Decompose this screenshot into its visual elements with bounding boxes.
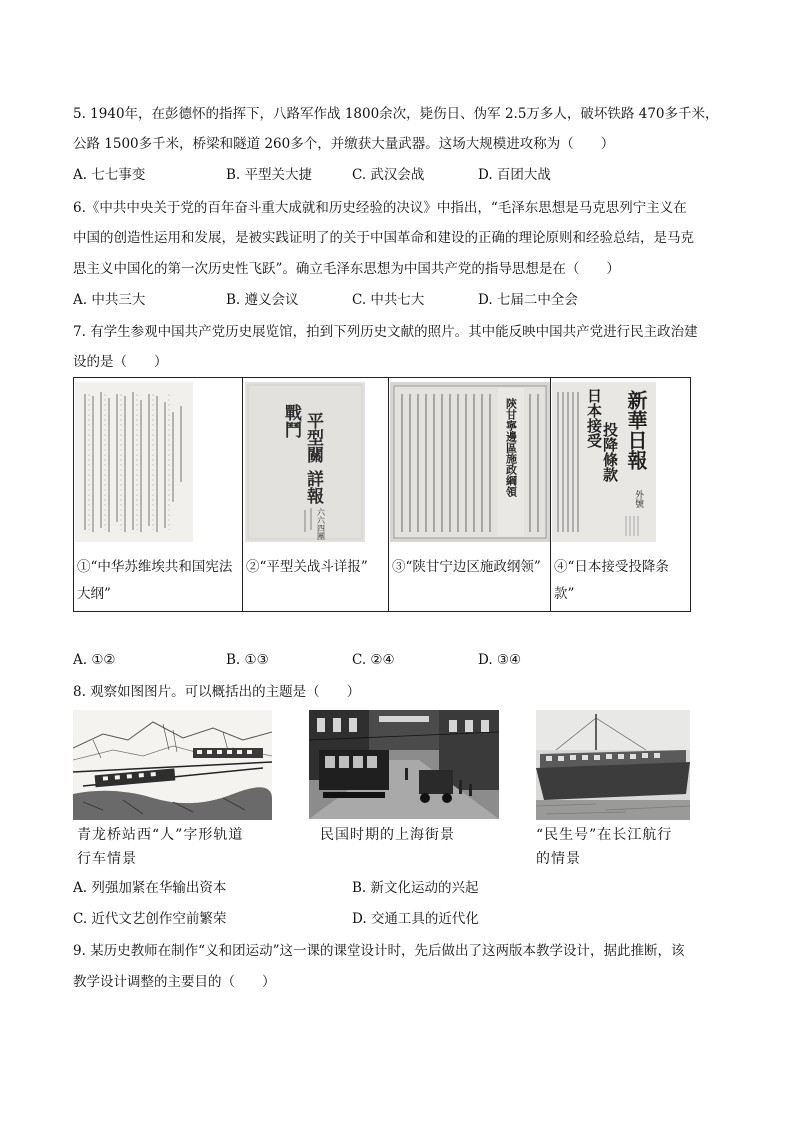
- border-region-program-image: [390, 382, 550, 542]
- q6-option-b: B. 遵义会议: [226, 292, 299, 308]
- q8-option-d: D. 交通工具的近代化: [352, 911, 479, 927]
- railway-zigzag-sketch-image: [73, 710, 272, 820]
- q7-doc-cell-2: [242, 378, 388, 611]
- constitution-document-image: [75, 382, 193, 542]
- svg-text:平型關: 平型關: [303, 412, 323, 463]
- q8-stem-line1: 8. 观察如图图片。可以概括出的主题是（ ）: [73, 684, 361, 700]
- q6-stem-line2: 中国的创造性运用和发展，是被实践证明了的关于中国革命和建设的正确的理论原则和经验总结，是马克: [73, 230, 694, 246]
- battle-report-image: [245, 382, 365, 542]
- svg-text:戰鬥: 戰鬥: [281, 404, 301, 438]
- q9-stem-line2: 教学设计调整的主要目的（ ）: [73, 974, 276, 990]
- svg-text:日本接受: 日本接受: [585, 388, 603, 448]
- q7-option-b: B. ①③: [226, 652, 269, 668]
- q5-stem-line1: 5. 1940年，在彭德怀的指挥下，八路军作战 1800余次，毙伤日、伪军 2.5万多人，破坏铁路 470多千米，: [73, 106, 719, 122]
- q8-caption-2-line1: 民国时期的上海街景: [320, 827, 455, 843]
- newspaper-surrender-image: [552, 382, 656, 542]
- q6-option-d: D. 七届二中全会: [478, 292, 578, 308]
- q8-caption-1-line2: 行车情景: [77, 851, 137, 867]
- svg-text:外號: 外號: [633, 490, 643, 508]
- q7-doc-cell-4: [550, 378, 690, 611]
- q7-doc-photo-2: [245, 382, 365, 542]
- q7-doc-photo-3: [390, 382, 550, 542]
- q8-picture-2: [309, 710, 499, 819]
- q8-picture-1: [73, 710, 272, 820]
- q7-doc-caption-3: ③“陕甘宁边区施政纲领”: [392, 559, 541, 575]
- q7-doc-caption-1: ①“中华苏维埃共和国宪法大纲”: [77, 559, 233, 602]
- svg-text:投降條款: 投降條款: [601, 422, 619, 482]
- q7-doc-cell-1: [74, 378, 242, 611]
- q6-option-a: A. 中共三大: [73, 292, 146, 308]
- q8-option-b: B. 新文化运动的兴起: [352, 880, 479, 896]
- q8-caption-1-line1: 青龙桥站西“人”字形轨道: [77, 827, 244, 843]
- q8-option-c: C. 近代文艺创作空前繁荣: [73, 911, 227, 927]
- q8-picture-3: [536, 710, 690, 820]
- shanghai-street-photo-image: [309, 710, 499, 819]
- q7-option-c: C. ②④: [352, 652, 395, 668]
- q5-option-d: D. 百团大战: [478, 167, 551, 183]
- minsheng-steamship-photo-image: [536, 710, 690, 820]
- q7-doc-caption-2: ②“平型关战斗详报”: [246, 559, 368, 575]
- svg-text:六六四團: 六六四團: [316, 508, 326, 540]
- q8-caption-3-line2: 的情景: [536, 851, 581, 867]
- q7-doc-photo-4: [552, 382, 656, 542]
- q7-doc-photo-1: [75, 382, 193, 542]
- q8-option-a: A. 列强加紧在华输出资本: [73, 880, 227, 896]
- q5-option-a: A. 七七事变: [73, 167, 146, 183]
- q7-stem-line2: 设的是（ ）: [73, 354, 168, 370]
- q7-stem-line1: 7. 有学生参观中国共产党历史展览馆，拍到下列历史文献的照片。其中能反映中国共产党进行民主政治建: [73, 324, 698, 340]
- svg-text:詳報: 詳報: [303, 470, 323, 504]
- q6-option-c: C. 中共七大: [352, 292, 425, 308]
- q6-stem-line3: 思主义中国化的第一次历史性飞跃”。确立毛泽东思想为中国共产党的指导思想是在（ ）: [73, 261, 620, 277]
- q7-option-a: A. ①②: [73, 652, 116, 668]
- svg-text:陝甘寧邊區施政綱領: 陝甘寧邊區施政綱領: [504, 398, 518, 497]
- q7-option-d: D. ③④: [478, 652, 522, 668]
- q5-stem-line2: 公路 1500多千米，桥梁和隧道 260多个，并缴获大量武器。这场大规模进攻称为（ ）: [73, 136, 615, 152]
- q5-option-b: B. 平型关大捷: [226, 167, 313, 183]
- q7-doc-caption-4: ④“日本接受投降条款”: [554, 559, 669, 602]
- q9-stem-line1: 9. 某历史教师在制作“义和团运动”这一课的课堂设计时，先后做出了这两版本教学设计，据此推断，该: [73, 943, 685, 959]
- q5-option-c: C. 武汉会战: [352, 167, 425, 183]
- q8-caption-3-line1: “民生号”在长江航行: [536, 827, 673, 843]
- q7-document-table: [73, 377, 691, 612]
- svg-text:新華日報: 新華日報: [624, 390, 648, 470]
- q6-stem-line1: 6.《中共中央关于党的百年奋斗重大成就和历史经验的决议》中指出，“毛泽东思想是马克思列宁主义在: [73, 200, 687, 216]
- q7-doc-cell-3: [388, 378, 550, 611]
